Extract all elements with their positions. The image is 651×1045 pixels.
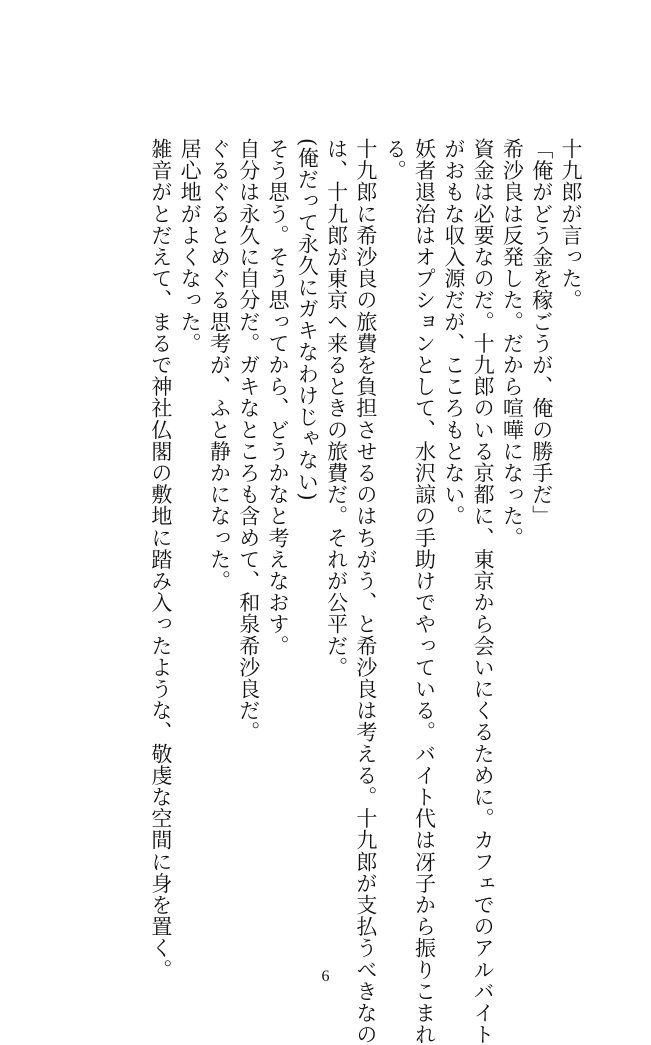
text-line: ぐるぐるとめぐる思考が、ふと静かになった。 — [207, 138, 232, 592]
text-line: 希沙良は反発した。だから喧嘩になった。 — [500, 138, 525, 549]
text-line: 「俺がどう金を稼ごうが、俺の勝手だ」 — [529, 138, 554, 527]
text-line: 資金は必要なのだ。十九郎のいる京都に、東京から会いにくるために。カフェでのアルバイト — [471, 138, 496, 1045]
text-line: 十九郎が言った。 — [559, 138, 583, 311]
text-line: は、十九郎が東京へ来るときの旅費だ。それが公平だ。 — [324, 138, 349, 678]
text-line: る。 — [383, 138, 408, 182]
text-line: そう思う。そう思ってから、どうかなと考えなおす。 — [266, 138, 291, 657]
text-line: がおもな収入源だが、こころもとない。 — [441, 138, 466, 527]
text-line: 自分は永久に自分だ。ガキなところも含めて、和泉希沙良だ。 — [236, 138, 261, 743]
body-text — [146, 138, 585, 1045]
text-line: 居心地がよくなった。 — [178, 138, 203, 354]
text-line: 十九郎に希沙良の旅費を負担させるのはちがう、と希沙良は考える。十九郎が支払うべきなの — [353, 138, 378, 1045]
page-number: 6 — [321, 968, 330, 985]
text-line: 雑音がとだえて、まるで神社仏閣の敷地に踏み入ったような、敬虔な空間に身を置く。 — [148, 138, 173, 981]
text-line: (俺だって永久にガキなわけじゃない) — [295, 138, 320, 502]
text-line: 妖者退治はオプションとして、水沢諒の手助けでやっている。バイト代は冴子から振りこまれ — [412, 138, 437, 1045]
